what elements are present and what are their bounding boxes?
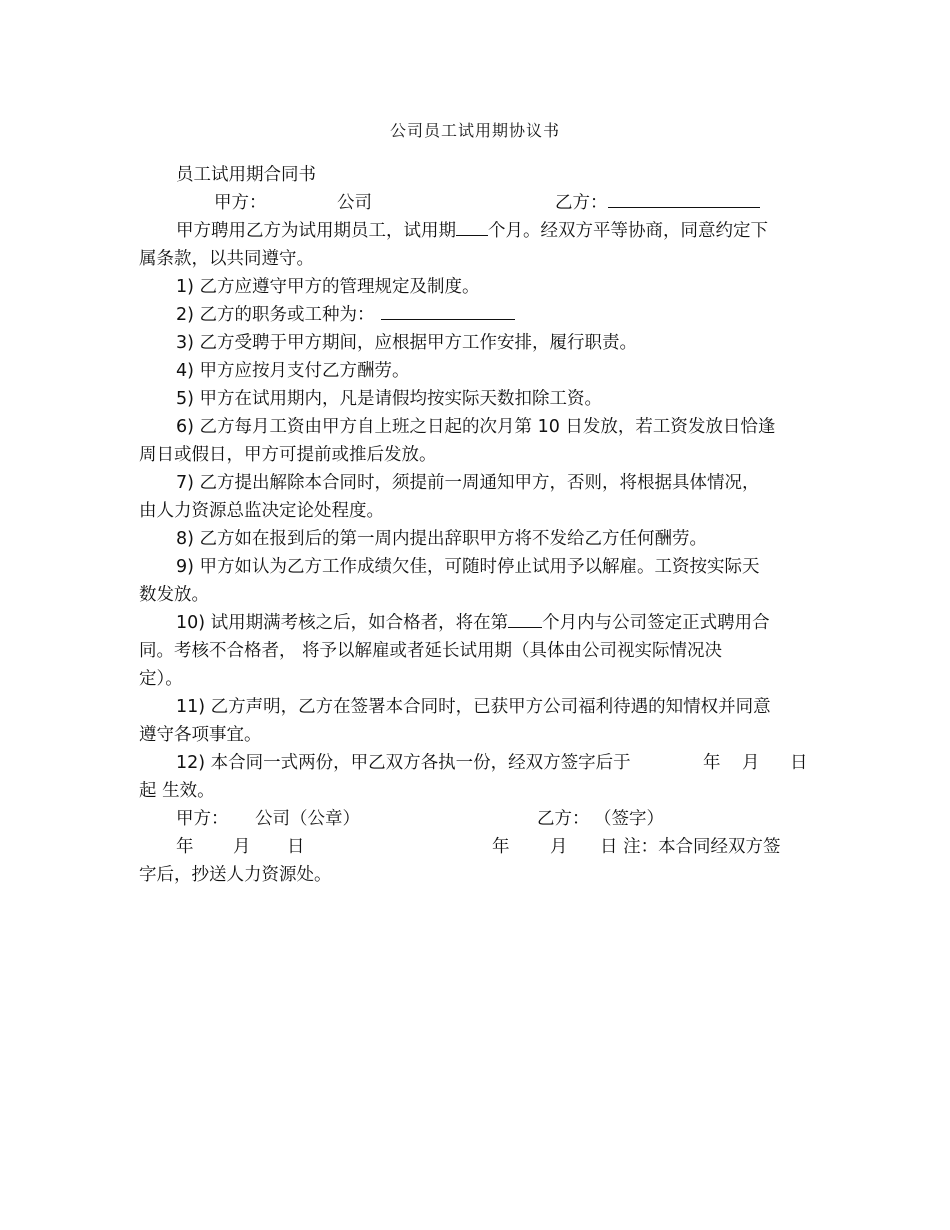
intro-line-2: 属条款，以共同遵守。 [139,249,314,269]
party-b-blank [608,189,760,208]
clause-9-line-2: 数发放。 [139,585,209,605]
clause-1: 1) 乙方应遵守甲方的管理规定及制度。 [176,277,480,297]
contract-heading: 员工试用期合同书 [176,165,316,185]
clause-10-line-1 [176,609,770,637]
clause-7-line-2: 由人力资源总监决定论处程度。 [139,501,384,521]
party-b-line [555,189,760,217]
contract-month-blank [508,609,542,628]
clause-10-line-3: 定）。 [139,669,183,689]
clause-11-line-2: 遵守各项事宜。 [139,725,262,745]
party-b-label: 乙方： [555,193,608,213]
date-a-day: 日 [287,837,305,857]
clause-10-line-2: 同。考核不合格者， 将予以解雇或者延长试用期（具体由公司视实际情况决 [139,641,723,661]
clause-5: 5) 甲方在试用期内，凡是请假均按实际天数扣除工资。 [176,389,603,409]
clause-2 [176,301,515,329]
date-b-year: 年 [492,837,510,857]
sign-a-company: 公司（公章） [255,809,360,829]
position-blank [381,301,515,320]
date-a-year: 年 [176,837,194,857]
clause-4: 4) 甲方应按月支付乙方酬劳。 [176,361,410,381]
document-title: 公司员工试用期协议书 [389,121,560,140]
intro-line-1 [176,217,768,245]
clause-12-line-1: 12) 本合同一式两份，甲乙双方各执一份，经双方签字后于 [176,753,631,773]
clause-6-line-2: 周日或假日，甲方可提前或推后发放。 [139,445,437,465]
clause-3: 3) 乙方受聘于甲方期间，应根据甲方工作安排，履行职责。 [176,333,638,353]
sign-b-label: 乙方： [537,809,590,829]
clause-6-line-1: 6) 乙方每月工资由甲方自上班之日起的次月第 10 日发放，若工资发放日恰逢 [176,417,776,437]
clause-10-text-a: 10) 试用期满考核之后，如合格者，将在第 [176,613,509,633]
party-a-label: 甲方： [214,193,267,213]
clause-7-line-1: 7) 乙方提出解除本合同时，须提前一周通知甲方，否则，将根据具体情况， [176,473,760,493]
clause-2-text: 2) 乙方的职务或工种为： [176,305,375,325]
clause-8: 8) 乙方如在报到后的第一周内提出辞职甲方将不发给乙方任何酬劳。 [176,529,708,549]
sign-b-signature: （签字） [594,809,664,829]
date-b-day-note: 日 注：本合同经双方签 [600,837,781,857]
party-a-line [214,189,267,217]
clause-12-year: 年 [703,753,721,773]
clause-11-line-1: 11) 乙方声明，乙方在签署本合同时，已获甲方公司福利待遇的知情权并同意 [176,697,771,717]
date-a-month: 月 [233,837,251,857]
intro-text-a: 甲方聘用乙方为试用期员工，试用期 [176,221,456,241]
clause-12-month: 月 [742,753,760,773]
probation-months-blank [456,217,488,236]
clause-12-line-2: 起 生效。 [139,781,215,801]
party-a-company: 公司 [337,193,372,213]
clause-12-day: 日 [790,753,808,773]
clause-10-text-b: 个月内与公司签定正式聘用合 [542,613,770,633]
intro-text-b: 个月。经双方平等协商，同意约定下 [488,221,768,241]
date-b-month: 月 [550,837,568,857]
clause-9-line-1: 9) 甲方如认为乙方工作成绩欠佳，可随时停止试用予以解雇。工资按实际天 [176,557,760,577]
sign-a-label: 甲方： [176,809,229,829]
note-end: 字后，抄送人力资源处。 [139,865,332,885]
